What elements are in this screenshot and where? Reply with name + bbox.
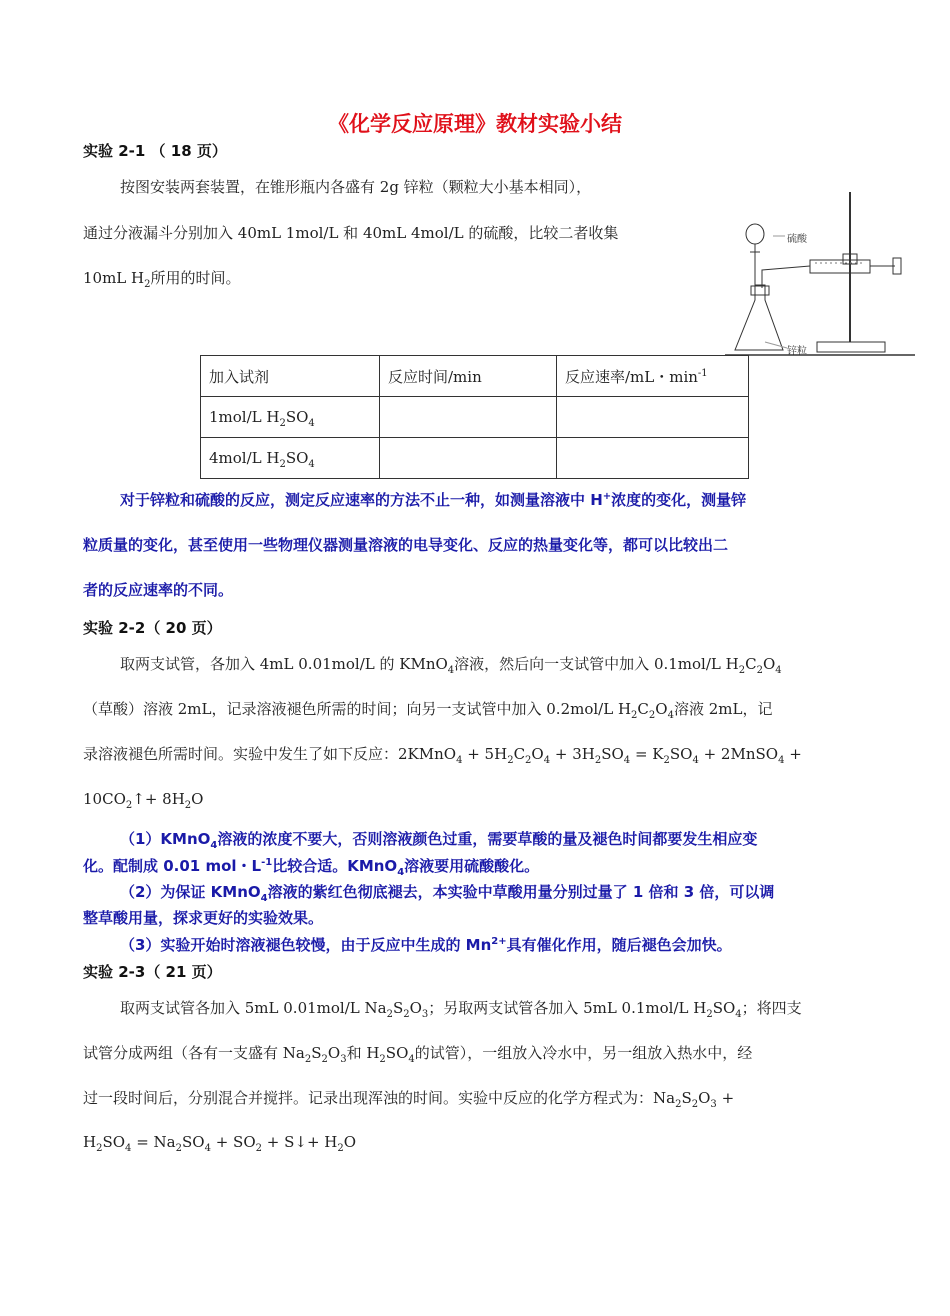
table-header-cell: 加入试剂 [201,356,380,397]
exp2-line-1: 取两支试管，各加入 4mL 0.01mol/L 的 KMnO$_4$溶液，然后向一支试管中加入 0.1mol/L $H_2C_2O_4$ [120,655,782,676]
exp1-heading: 实验 2-1 （ 18 页） [83,142,227,160]
exp2-note-3: （3）实验开始时溶液褪色较慢，由于反应中生成的 $Mn^{2+}$具有催化作用，随后褪色会加快。 [120,936,732,954]
exp2-note-2a: （2）为保证 KMnO$_4$溶液的紫红色彻底褪去，本实验中草酸用量分别过量了 1 倍和 3 倍，可以调 [120,883,775,904]
exp1-line-2: 通过分液漏斗分别加入 40mL 1mol/L 和 40mL 4mol/L 的硫酸，比较二者收集 [83,224,619,242]
exp3-line-4: $H_2SO_4 = Na_2SO_4 + SO_2$ + S↓+ $H_2O$ [83,1133,357,1154]
page-title: 《化学反应原理》教材实验小结 [328,112,622,136]
table-cell-empty [380,397,557,438]
rate-table [200,355,749,479]
table-header-cell: 反应速率/mL・$\min^{-1}$ [557,356,749,397]
exp1-note-line-2: 粒质量的变化，甚至使用一些物理仪器测量溶液的电导变化、反应的热量变化等，都可以比较出二 [83,536,729,554]
exp2-line-3: 录溶液褪色所需时间。实验中发生了如下反应：2KMnO$_4$ + $5H_2C_2O_4 + 3H_2SO_4 = K_2SO_4$ + 2MnSO$_4$ + [83,745,802,766]
exp3-heading: 实验 2-3（ 21 页） [83,963,222,981]
table-cell-reagent: 4mol/L $H_2SO_4$ [201,438,380,479]
exp1-note-line-1: 对于锌粒和硫酸的反应，测定反应速率的方法不止一种，如测量溶液中 H+浓度的变化，测量锌 [120,491,747,509]
exp2-line-4: $10CO_2↑+ 8H_2O$ [83,790,204,811]
table-row [201,438,749,479]
table-row [201,397,749,438]
figure-label-zinc: 锌粒 [787,346,807,357]
table-header-cell: 反应时间/min [380,356,557,397]
exp2-heading: 实验 2-2（ 20 页） [83,619,222,637]
table-cell-empty [557,397,749,438]
exp1-line-1: 按图安装两套装置，在锥形瓶内各盛有 2g 锌粒（颗粒大小基本相同）， [120,178,592,196]
exp2-note-2b: 整草酸用量，探求更好的实验效果。 [83,909,324,927]
table-cell-empty [380,438,557,479]
exp3-line-3: 过一段时间后，分别混合并搅拌。记录出现浑浊的时间。实验中反应的化学方程式为：$Na_2S_2O_3$ + [83,1089,735,1110]
exp3-line-2: 试管分成两组（各有一支盛有 $Na_2S_2O_3$和 $H_2SO_4$的试管），一组放入冷水中，另一组放入热水中，经 [83,1044,753,1065]
table-cell-empty [557,438,749,479]
exp2-note-1a: （1）KMnO$_4$溶液的浓度不要大，否则溶液颜色过重，需要草酸的量及褪色时间都要发生相应变 [120,830,758,851]
table-cell-reagent: 1mol/L $H_2SO_4$ [201,397,380,438]
exp1-note-line-3: 者的反应速率的不同。 [83,581,234,599]
exp2-line-2: （草酸）溶液 2mL，记录溶液褪色所需的时间；向另一支试管中加入 0.2mol/L $H_2C_2O_4$溶液 2mL，记 [83,700,773,721]
figure-label-acid: 硫酸 [787,234,807,245]
exp3-line-1: 取两支试管各加入 5mL 0.01mol/L $Na_2S_2O_3$；另取两支试管各加入 5mL 0.1mol/L $H_2SO_4$；将四支 [120,999,802,1020]
table-header-row [201,356,749,397]
exp1-line-3: 10mL $H_2$所用的时间。 [83,269,241,290]
exp2-note-1b: 化。配制成 0.01 mol・$L^{-1}$比较合适。KMnO$_4$溶液要用硫酸酸化。 [83,857,540,878]
apparatus-figure [725,190,915,360]
